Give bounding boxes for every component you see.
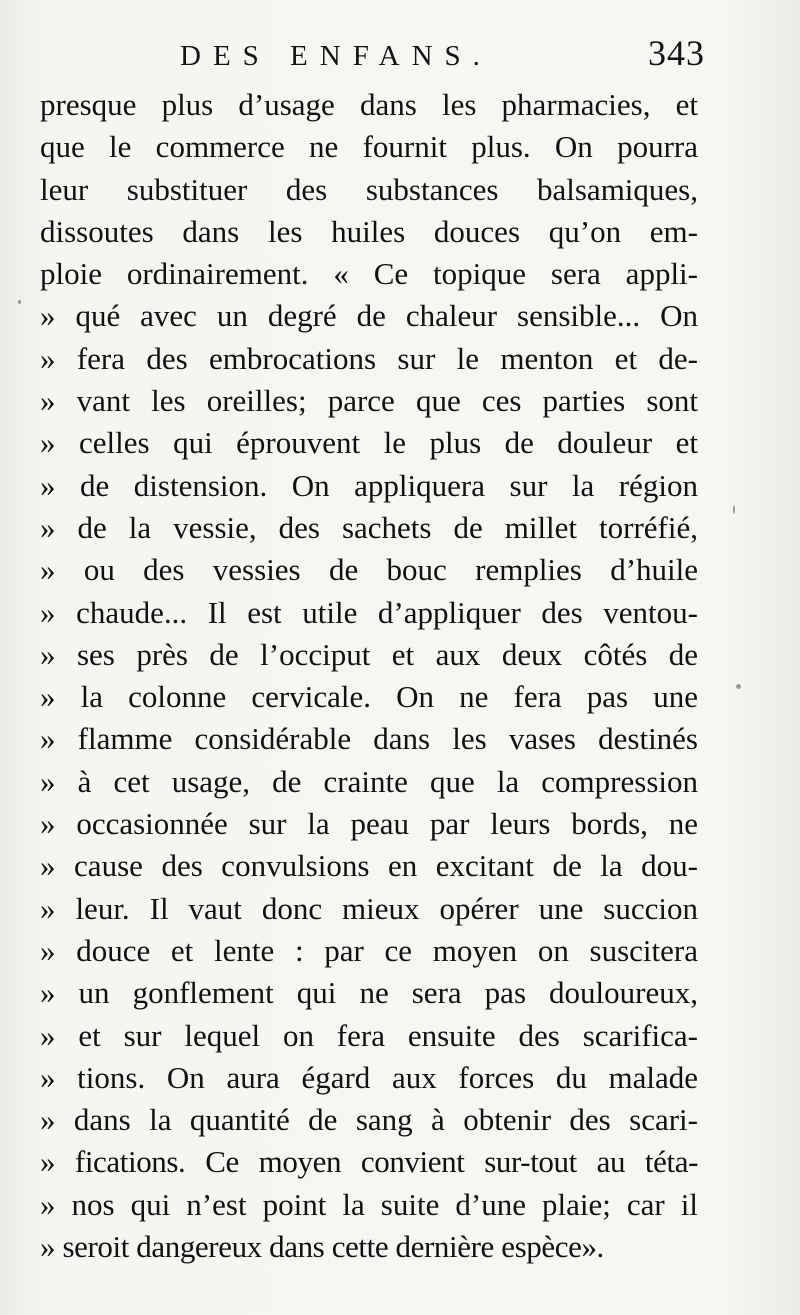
paper-speck (18, 300, 21, 304)
text-line: » leur. Il vaut donc mieux opérer une succion (40, 890, 698, 926)
text-line: leur substituer des substances balsamiques, (40, 171, 698, 207)
text-line: » qué avec un degré de chaleur sensible... On (40, 298, 698, 334)
body-text (40, 84, 698, 1268)
text-line: » douce et lente : par ce moyen on suscitera (40, 932, 698, 968)
paper-speck (736, 684, 741, 689)
text-line: dissoutes dans les huiles douces qu’on em- (40, 213, 698, 249)
page-number: 343 (648, 33, 705, 73)
text-line: » la colonne cervicale. On ne fera pas une (40, 679, 698, 715)
text-line: » tions. On aura égard aux forces du malade (40, 1059, 698, 1095)
text-line: » nos qui n’est point la suite d’une plaie; car il (40, 1186, 698, 1222)
text-line: » occasionnée sur la peau par leurs bords, ne (40, 806, 698, 842)
text-line: » ou des vessies de bouc remplies d’huile (40, 552, 698, 588)
text-line: » un gonflement qui ne sera pas douloureux, (40, 975, 698, 1011)
text-line: » de la vessie, des sachets de millet torréfié, (40, 509, 698, 545)
text-line: que le commerce ne fournit plus. On pourra (40, 129, 698, 165)
page-header (40, 30, 705, 82)
paper-speck (733, 505, 735, 514)
text-line: » dans la quantité de sang à obtenir des scari- (40, 1102, 698, 1138)
text-line: » chaude... Il est utile d’appliquer des ventou- (40, 594, 698, 630)
text-line: » fications. Ce moyen convient sur-tout au téta- (40, 1144, 698, 1180)
text-line: » à cet usage, de crainte que la compression (40, 763, 698, 799)
text-line: » de distension. On appliquera sur la région (40, 467, 698, 503)
text-line: » flamme considérable dans les vases destinés (40, 721, 698, 757)
text-line: » seroit dangereux dans cette dernière espèce». (40, 1229, 604, 1265)
text-line: » celles qui éprouvent le plus de douleur et (40, 425, 698, 461)
text-line: » ses près de l’occiput et aux deux côtés de (40, 636, 698, 672)
text-line: » cause des convulsions en excitant de la dou- (40, 848, 698, 884)
text-line: » et sur lequel on fera ensuite des scarifica- (40, 1017, 698, 1053)
text-line: » fera des embrocations sur le menton et de- (40, 340, 698, 376)
text-line: presque plus d’usage dans les pharmacies, et (40, 87, 698, 122)
text-line: ploie ordinairement. « Ce topique sera appli- (40, 256, 698, 292)
text-line: » vant les oreilles; parce que ces parties sont (40, 383, 698, 419)
running-head: DES ENFANS. (180, 40, 492, 72)
